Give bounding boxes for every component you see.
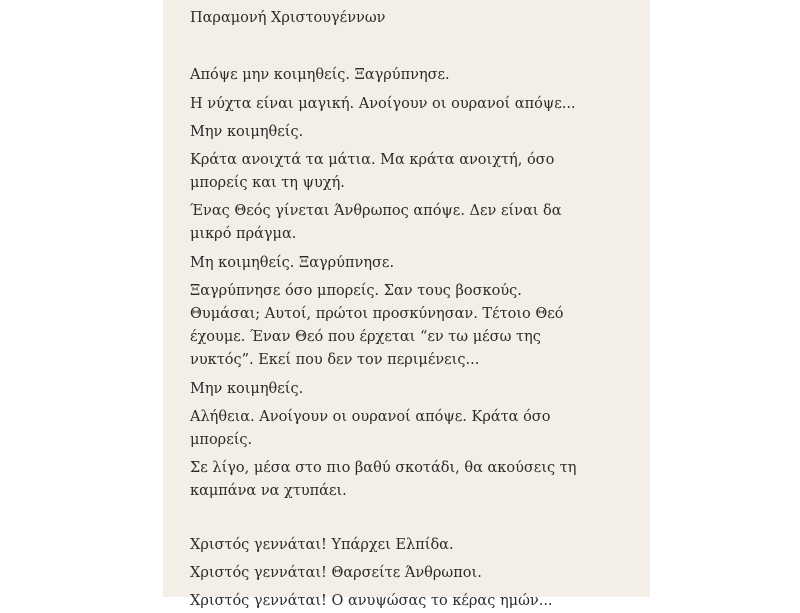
- document-title: Παραμονή Χριστουγέννων: [190, 10, 386, 26]
- paragraph-9-line-1: Αλήθεια. Ανοίγουν οι ουρανοί απόψε. Κράτα όσο: [190, 409, 551, 425]
- paragraph-7-line-1: Ξαγρύπνησε όσο μπορείς. Σαν τους βοσκούς.: [190, 283, 522, 299]
- paragraph-4-line-1: Κράτα ανοιχτά τα μάτια. Μα κράτα ανοιχτή, όσο: [190, 152, 555, 168]
- paragraph-11-line-1: Χριστός γεννάται! Υπάρχει Ελπίδα.: [190, 537, 454, 553]
- document-page: [163, 0, 650, 609]
- paragraph-1-line-1: Απόψε μην κοιμηθείς. Ξαγρύπνησε.: [190, 67, 450, 83]
- paragraph-2-line-1: Η νύχτα είναι μαγική. Ανοίγουν οι ουρανοί απόψε...: [190, 96, 576, 112]
- paragraph-5-line-2: μικρό πράγμα.: [190, 226, 297, 242]
- paragraph-13-line-1: Χριστός γεννάται! Ο ανυψώσας το κέρας ημών...: [190, 593, 553, 609]
- paragraph-5-line-1: Ένας Θεός γίνεται Άνθρωπος απόψε. Δεν είναι δα: [190, 203, 562, 219]
- paragraph-12-line-1: Χριστός γεννάται! Θαρσείτε Άνθρωποι.: [190, 565, 482, 581]
- paragraph-8-line-1: Μην κοιμηθείς.: [190, 381, 304, 397]
- paragraph-7-line-3: έχουμε. Έναν Θεό που έρχεται “εν τω μέσω της: [190, 329, 541, 345]
- paragraph-7-line-4: νυκτός”. Εκεί που δεν τον περιμένεις...: [190, 352, 480, 368]
- paragraph-10-line-1: Σε λίγο, μέσα στο πιο βαθύ σκοτάδι, θα ακούσεις τη: [190, 460, 577, 476]
- paragraph-3-line-1: Μην κοιμηθείς.: [190, 124, 304, 140]
- paragraph-4-line-2: μπορείς και τη ψυχή.: [190, 175, 345, 191]
- paragraph-10-line-2: καμπάνα να χτυπάει.: [190, 483, 347, 499]
- paragraph-7-line-2: Θυμάσαι; Αυτοί, πρώτοι προσκύνησαν. Τέτοιο Θεό: [190, 306, 564, 322]
- paragraph-9-line-2: μπορείς.: [190, 432, 253, 448]
- paragraph-6-line-1: Μη κοιμηθείς. Ξαγρύπνησε.: [190, 255, 395, 271]
